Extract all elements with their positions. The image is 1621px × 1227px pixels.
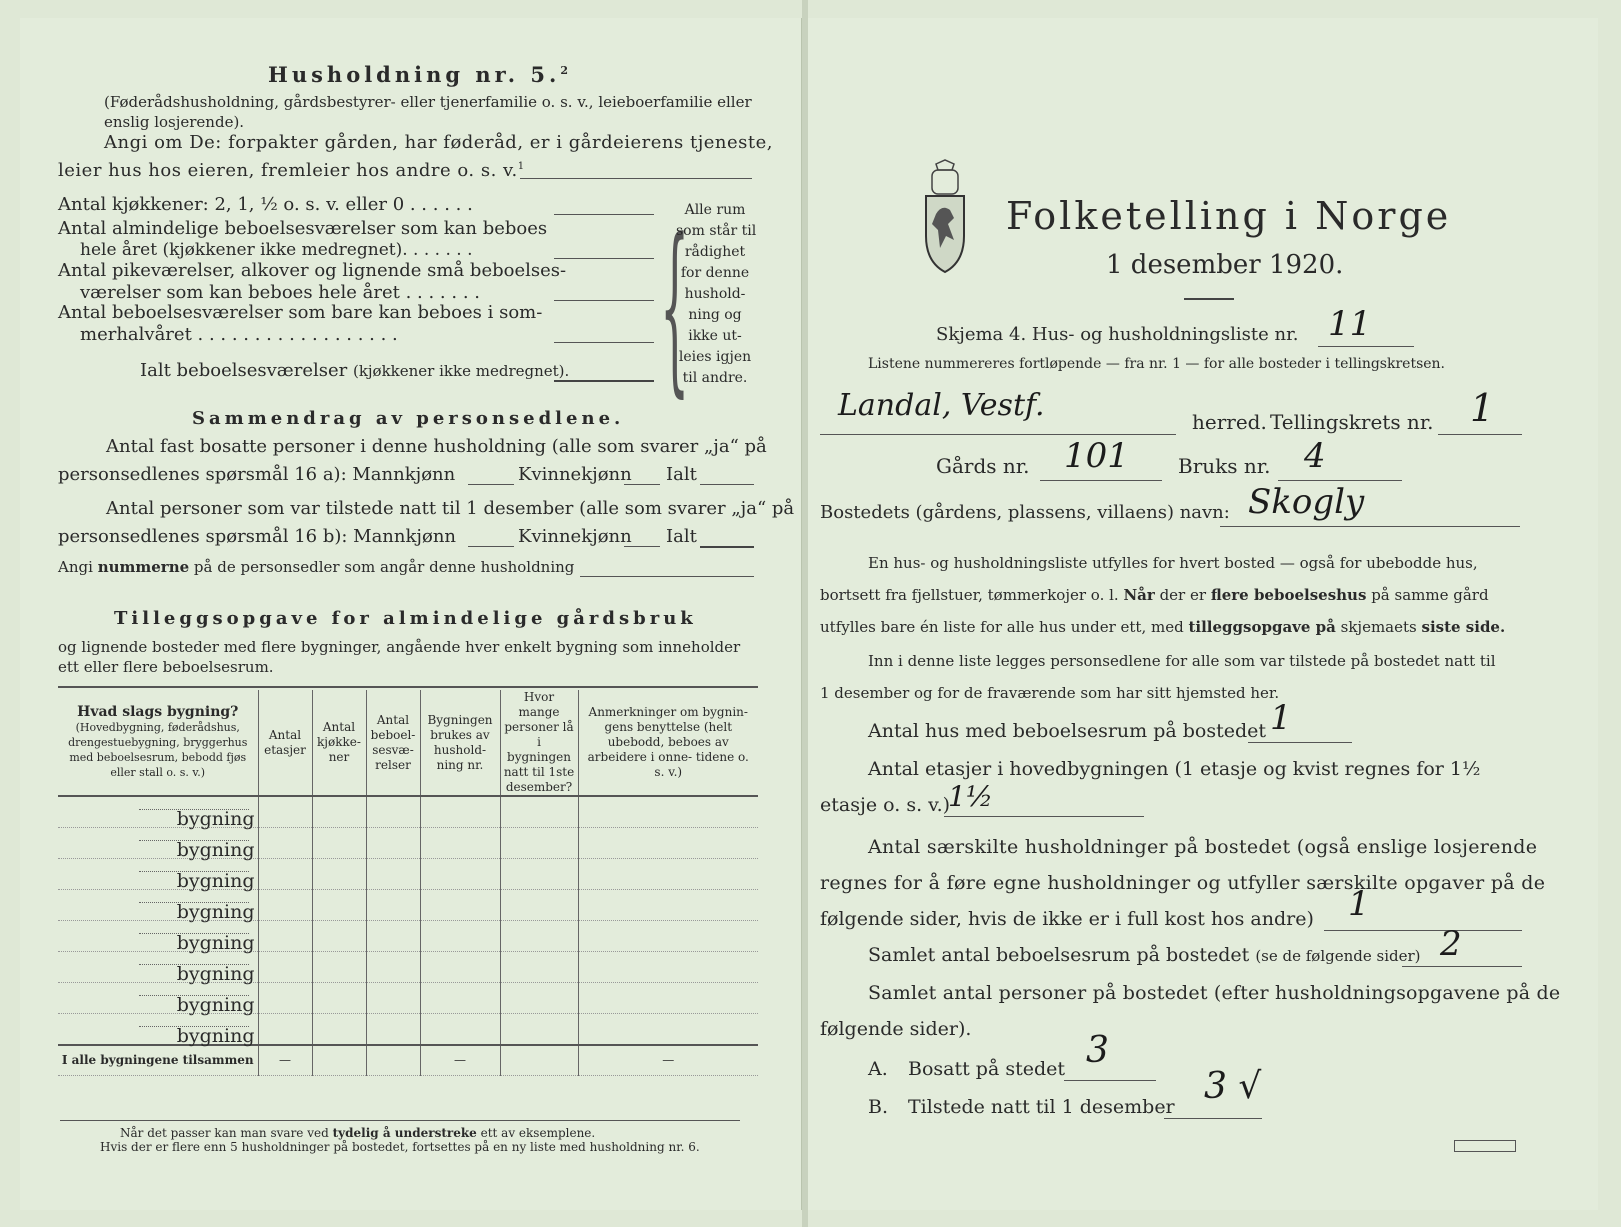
table-row [58, 796, 758, 828]
bruks-label: Bruks nr. [1178, 454, 1271, 478]
saerskilte-2: regnes for å føre egne husholdninger og utfyller særskilte opgaver på de [820, 872, 1546, 894]
summary-2-male-line [468, 546, 514, 547]
herred-value: Landal, Vestf. [838, 388, 1045, 423]
etasjer-2: etasje o. s. v.) [820, 794, 951, 816]
schema-label: Skjema 4. Hus- og husholdningsliste nr. [936, 324, 1299, 345]
table-cell [578, 1014, 758, 1046]
table-cell [500, 828, 578, 859]
brace-note-line: ning og [688, 307, 742, 323]
buildings-table-header [58, 690, 758, 796]
coat-of-arms-icon [916, 158, 974, 276]
building-label: bygning [58, 952, 258, 983]
table-cell [578, 828, 758, 859]
instr-4: Inn i denne liste legges personsedlene for alle som var tilstede på bostedet natt til [868, 652, 1496, 670]
col-persons: Hvor mange personer lå i bygningen natt til 1ste desember? [500, 690, 578, 796]
schema-line [1318, 346, 1414, 347]
rooms-summer-2: merhalvåret . . . . . . . . . . . . . . . . . . [80, 324, 398, 345]
summary-title: Sammendrag av personsedlene. [192, 408, 625, 429]
summary-2-female: Kvinnekjønn [518, 526, 632, 547]
table-top-rule [58, 686, 758, 688]
table-cell [420, 828, 500, 859]
total-cell: — [258, 1045, 312, 1075]
hus-label: Antal hus med beboelsesrum på bostedet [868, 720, 1267, 742]
nummerne-line [580, 576, 754, 577]
table-row [58, 890, 758, 921]
total-cell: — [578, 1045, 758, 1075]
census-title: Folketelling i Norge [1006, 194, 1452, 238]
bostedets-value: Skogly [1248, 482, 1365, 522]
buildings-table [58, 690, 758, 1076]
a-line [1064, 1080, 1156, 1081]
angi-nummerne: Angi nummerne på de personsedler som angår denne husholdning [58, 558, 575, 576]
a-text: Bosatt på stedet [908, 1058, 1065, 1080]
table-cell [312, 983, 366, 1014]
total-cell [500, 1045, 578, 1075]
bruks-value: 4 [1304, 436, 1326, 476]
rooms-kitchens: Antal kjøkkener: 2, 1, ½ o. s. v. eller 0 . . . . . . [58, 194, 473, 215]
table-cell [258, 796, 312, 828]
table-cell [420, 796, 500, 828]
total-cell [366, 1045, 420, 1075]
right-page [808, 18, 1598, 1210]
table-cell [578, 796, 758, 828]
table-cell [500, 921, 578, 952]
building-label: bygning [58, 859, 258, 890]
table-row [58, 983, 758, 1014]
summer-line [554, 342, 654, 343]
building-label: bygning [58, 828, 258, 859]
table-cell [312, 796, 366, 828]
brace-note-line: hushold- [684, 286, 746, 302]
table-row [58, 952, 758, 983]
table-cell [500, 796, 578, 828]
summary-2-female-line [624, 546, 660, 547]
table-cell [366, 828, 420, 859]
b-line [1164, 1118, 1262, 1119]
brace-note-line: leies igjen [678, 349, 752, 365]
instr-2: bortsett fra fjellstuer, tømmerkojer o. l. Når der er flere beboelseshus på samme gård [820, 586, 1489, 604]
brace-note-line: Alle rum [684, 202, 746, 218]
a-value: 3 [1086, 1030, 1109, 1071]
building-label: bygning [58, 890, 258, 921]
table-row [58, 859, 758, 890]
maid-line [554, 300, 654, 301]
angi-line-2: leier hus hos eieren, fremleier hos andre o. s. v.$^1$ [58, 160, 525, 181]
table-cell [500, 859, 578, 890]
instr-1: En hus- og husholdningsliste utfylles for hvert bosted — også for ubebodde hus, [868, 554, 1478, 572]
footnote-rule [60, 1120, 740, 1121]
brace: { [660, 198, 690, 414]
samlet-pers-1: Samlet antal personer på bostedet (efter husholdningsopgavene på de [868, 982, 1561, 1004]
table-cell [312, 828, 366, 859]
table-cell [500, 952, 578, 983]
rooms-ordinary-1: Antal almindelige beboelsesværelser som kan beboes [58, 218, 548, 239]
building-label: bygning [58, 921, 258, 952]
footnote-1: Når det passer kan man svare ved tydelig å understreke ett av eksemplene. [120, 1126, 596, 1140]
table-cell [366, 983, 420, 1014]
table-cell [312, 859, 366, 890]
saerskilte-value: 1 [1348, 884, 1370, 924]
table-row [58, 921, 758, 952]
table-cell [258, 952, 312, 983]
b-text: Tilstede natt til 1 desember [908, 1096, 1175, 1118]
saerskilte-1: Antal særskilte husholdninger på bostedet (også enslige losjerende [868, 836, 1538, 858]
gards-label: Gårds nr. [936, 454, 1030, 478]
angi-answer-line [520, 178, 752, 179]
summary-2-ialt-line [700, 546, 754, 548]
col-household: Bygningen brukes av hushold- ning nr. [420, 690, 500, 796]
household-title: Husholdning nr. 5.$^2$ [268, 62, 572, 87]
samlet-rum: Samlet antal beboelsesrum på bostedet (se de følgende sider) [868, 944, 1421, 966]
summary-2a: Antal personer som var tilstede natt til 1 desember (alle som svarer „ja“ på [106, 498, 795, 519]
bostedets-line [1220, 526, 1520, 527]
farm-title: Tilleggsopgave for almindelige gårdsbruk [114, 608, 697, 629]
table-cell [366, 921, 420, 952]
summary-2-ialt: Ialt [666, 526, 697, 547]
b-value: 3 √ [1204, 1066, 1262, 1107]
brace-note [676, 200, 757, 389]
left-page [20, 18, 802, 1210]
rooms-summer-1: Antal beboelsesværelser som bare kan beboes i som- [58, 302, 543, 323]
rooms-ordinary-2: hele året (kjøkkener ikke medregnet). . . . . . . [80, 240, 473, 260]
b-label: B. [868, 1096, 889, 1118]
summary-1a: Antal fast bosatte personer i denne husholdning (alle som svarer „ja“ på [106, 436, 767, 457]
brace-note-line: for denne [680, 265, 750, 281]
farm-intro-2: ett eller flere beboelsesrum. [58, 658, 274, 676]
schema-value: 11 [1328, 304, 1372, 344]
herred-line [820, 434, 1176, 435]
herred-label: herred. [1192, 410, 1267, 434]
gards-line [1040, 480, 1162, 481]
table-cell [420, 983, 500, 1014]
samlet-pers-2: følgende sider). [820, 1018, 972, 1040]
printer-stamp [1454, 1140, 1516, 1152]
brace-note-line: rådighet [684, 244, 746, 260]
table-cell [312, 1014, 366, 1046]
tellingskrets-value: 1 [1470, 386, 1495, 430]
hus-value: 1 [1270, 698, 1292, 738]
table-cell [420, 890, 500, 921]
table-cell [420, 952, 500, 983]
bostedets-label: Bostedets (gårdens, plassens, villaens) navn: [820, 502, 1230, 523]
samlet-rum-value: 2 [1440, 924, 1462, 964]
tellingskrets-label: Tellingskrets nr. [1270, 410, 1434, 434]
gards-value: 101 [1064, 436, 1129, 476]
brace-note-line: ikke ut- [688, 328, 742, 344]
brace-note-line: til andre. [682, 370, 748, 386]
table-cell [258, 890, 312, 921]
table-cell [578, 859, 758, 890]
col-kitchens: Antal kjøkke- ner [312, 690, 366, 796]
col-remarks: Anmerkninger om bygnin- gens benyttelse (helt ubebodd, beboes av arbeidere i onne- tidene o. s. v.) [578, 690, 758, 796]
rooms-maid-2: værelser som kan beboes hele året . . . . . . . [80, 282, 480, 303]
table-cell [578, 952, 758, 983]
table-cell [366, 890, 420, 921]
hus-line [1248, 742, 1352, 743]
farm-intro-1: og lignende bosteder med flere bygninger, angående hver enkelt bygning som inneholder [58, 638, 741, 656]
instr-5: 1 desember og for de fraværende som har sitt hjemsted her. [820, 684, 1280, 702]
samlet-rum-line [1402, 966, 1522, 967]
household-note: (Føderådshusholdning, gårdsbestyrer- eller tjenerfamilie o. s. v., leieboerfamilie eller enslig losjerende). [104, 93, 752, 131]
col-floors: Antal etasjer [258, 690, 312, 796]
table-cell [312, 890, 366, 921]
table-cell [258, 983, 312, 1014]
summary-1-female-line [624, 484, 660, 485]
building-label: bygning [58, 983, 258, 1014]
table-cell [258, 921, 312, 952]
footnote-2: Hvis der er flere enn 5 husholdninger på bostedet, fortsettes på en ny liste med husholdning nr. 6. [100, 1140, 700, 1154]
table-cell [578, 983, 758, 1014]
angi-line-1: Angi om De: forpakter gården, har føderåd, er i gårdeierens tjeneste, [104, 132, 774, 153]
building-label: bygning [58, 796, 258, 828]
brace-note-line: som står til [676, 223, 757, 239]
numbering-note: Listene nummereres fortløpende — fra nr. 1 — for alle bosteder i tellingskretsen. [868, 356, 1446, 372]
summary-1b: personsedlenes spørsmål 16 a): Mannkjønn [58, 464, 456, 485]
tellingskrets-line [1438, 434, 1522, 435]
summary-1-male-line [468, 484, 514, 485]
table-cell [578, 890, 758, 921]
table-cell [258, 1014, 312, 1046]
col-building-type: Hvad slags bygning? (Hovedbygning, føderådshus, drengestuebygning, bryggerhus med beboelsesrum, bebodd fjøs eller stall o. s. v.) [58, 690, 258, 796]
total-line [554, 380, 654, 382]
summary-1-ialt-line [700, 484, 754, 485]
total-label: I alle bygningene tilsammen [58, 1045, 258, 1075]
table-cell [578, 921, 758, 952]
etasjer-value: 1½ [948, 780, 993, 813]
etasjer-1: Antal etasjer i hovedbygningen (1 etasje og kvist regnes for 1½ [868, 758, 1481, 780]
table-cell [500, 1014, 578, 1046]
building-label: bygning [58, 1014, 258, 1046]
table-cell [500, 890, 578, 921]
ordinary-line [554, 258, 654, 259]
summary-1-female: Kvinnekjønn [518, 464, 632, 485]
table-cell [500, 983, 578, 1014]
table-cell [420, 921, 500, 952]
table-cell [366, 952, 420, 983]
table-cell [366, 796, 420, 828]
table-cell [420, 1014, 500, 1046]
table-total-row [58, 1045, 758, 1075]
table-row [58, 1014, 758, 1046]
col-rooms: Antal beboel- sesvæ- relser [366, 690, 420, 796]
a-label: A. [868, 1058, 888, 1080]
etasjer-line [944, 816, 1144, 817]
rooms-maid-1: Antal pikeværelser, alkover og lignende små beboelses- [58, 260, 567, 281]
table-cell [258, 828, 312, 859]
bruks-line [1278, 480, 1402, 481]
table-cell [366, 859, 420, 890]
saerskilte-3: følgende sider, hvis de ikke er i full kost hos andre) [820, 908, 1314, 930]
rooms-total: Ialt beboelsesværelser (kjøkkener ikke medregnet). [140, 360, 570, 381]
table-cell [258, 859, 312, 890]
instr-3: utfylles bare én liste for alle hus under ett, med tilleggsopgave på skjemaets siste side. [820, 618, 1506, 636]
total-cell: — [420, 1045, 500, 1075]
census-date: 1 desember 1920. [1106, 250, 1344, 280]
table-cell [366, 1014, 420, 1046]
title-rule [1184, 298, 1234, 300]
summary-1-ialt: Ialt [666, 464, 697, 485]
table-cell [312, 952, 366, 983]
total-cell [312, 1045, 366, 1075]
table-cell [420, 859, 500, 890]
saerskilte-line [1324, 930, 1522, 931]
table-cell [312, 921, 366, 952]
kitchens-line [554, 214, 654, 215]
summary-2b: personsedlenes spørsmål 16 b): Mannkjønn [58, 526, 457, 547]
table-row [58, 828, 758, 859]
